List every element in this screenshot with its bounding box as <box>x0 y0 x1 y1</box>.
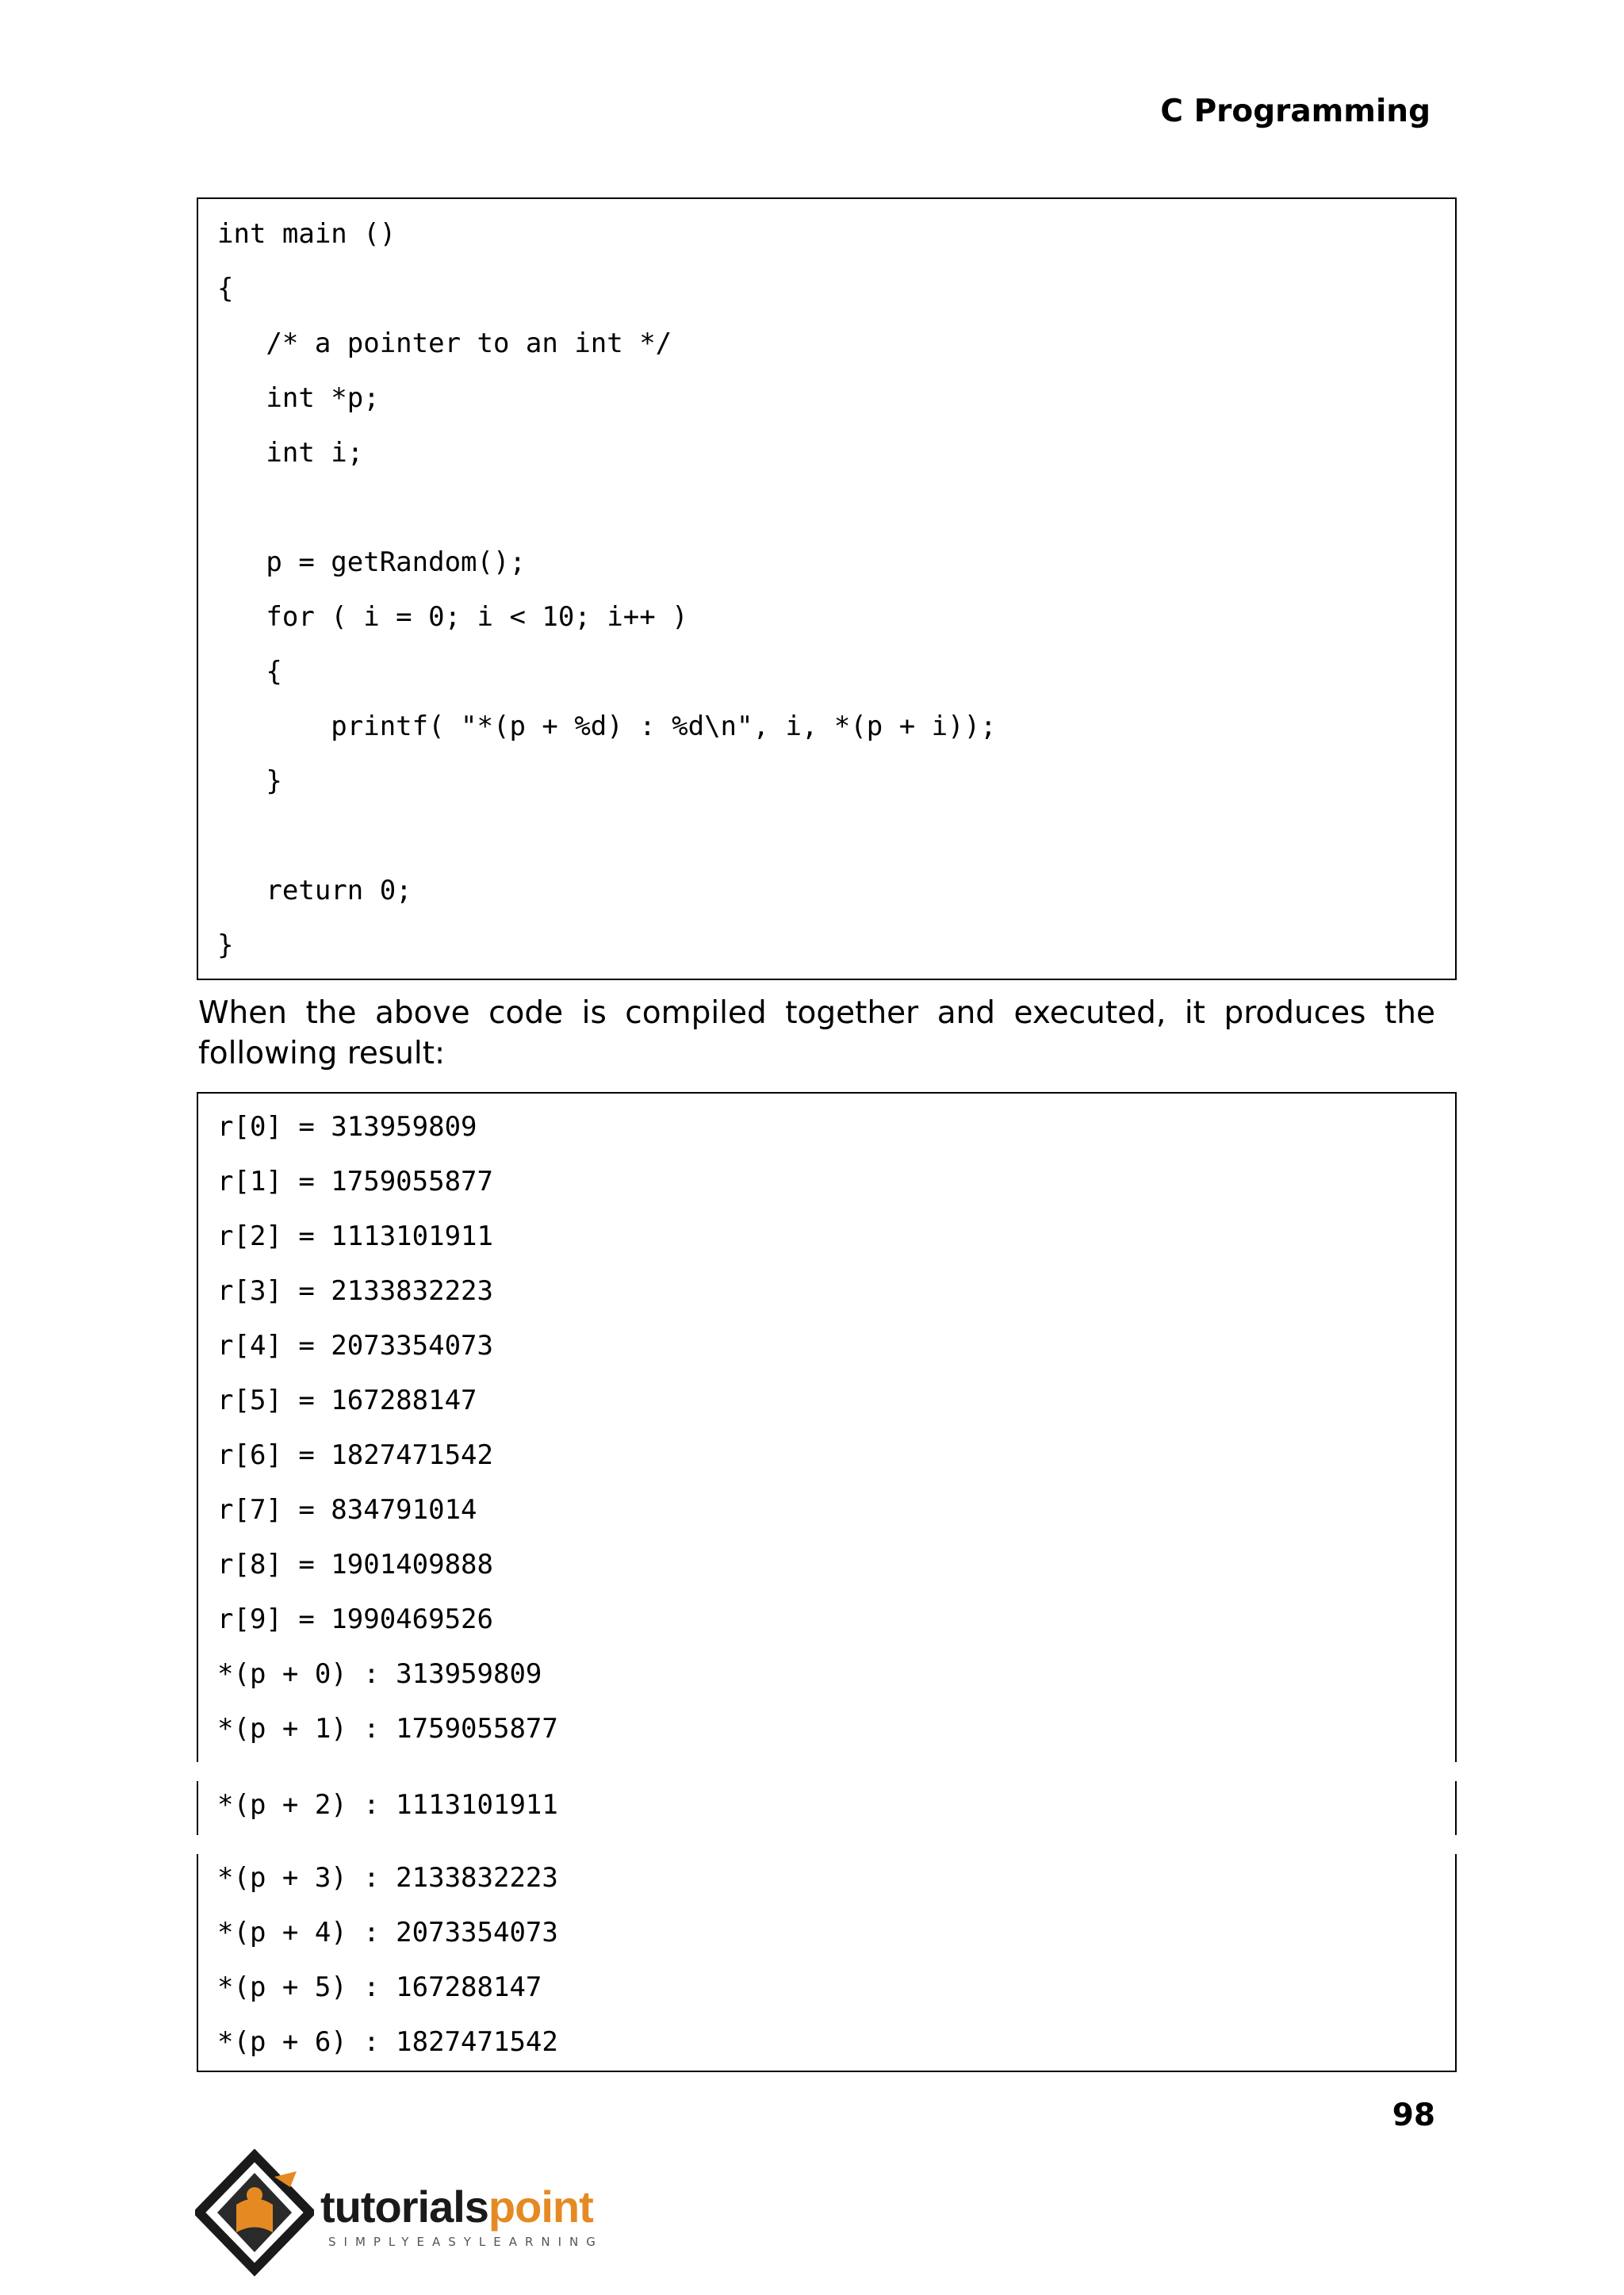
output-segment-2 <box>197 1781 1457 1835</box>
output-segment-1 <box>197 1092 1457 1762</box>
code-line: r[4] = 2073354073 <box>217 1330 493 1362</box>
code-line: return 0; <box>217 875 412 906</box>
code-line: { <box>217 656 282 688</box>
program-output-block <box>197 1092 1457 2072</box>
code-line: { <box>217 273 234 305</box>
output-segment-3 <box>197 1854 1457 2072</box>
code-line: *(p + 4) : 2073354073 <box>217 1917 558 1948</box>
code-line: r[5] = 167288147 <box>217 1385 477 1416</box>
code-line: *(p + 1) : 1759055877 <box>217 1713 558 1745</box>
code-line: r[8] = 1901409888 <box>217 1549 493 1580</box>
code-line: r[6] = 1827471542 <box>217 1439 493 1471</box>
code-line: *(p + 5) : 167288147 <box>217 1971 542 2003</box>
page-number: 98 <box>1392 2098 1435 2133</box>
code-line: p = getRandom(); <box>217 546 526 578</box>
code-line: int i; <box>217 437 364 469</box>
code-line: *(p + 6) : 1827471542 <box>217 2026 558 2058</box>
code-line: *(p + 3) : 2133832223 <box>217 1862 558 1894</box>
code-line: *(p + 2) : 1113101911 <box>217 1789 558 1821</box>
code-line: r[7] = 834791014 <box>217 1494 477 1526</box>
code-line: int main () <box>217 218 396 250</box>
code-line: } <box>217 929 234 961</box>
code-line: r[9] = 1990469526 <box>217 1603 493 1635</box>
code-line: printf( "*(p + %d) : %d\n", i, *(p + i)); <box>217 711 997 742</box>
tutorialspoint-logo <box>195 2149 639 2284</box>
source-code-block <box>197 197 1457 980</box>
code-line: r[0] = 313959809 <box>217 1111 477 1143</box>
code-line: r[3] = 2133832223 <box>217 1275 493 1307</box>
code-line: r[1] = 1759055877 <box>217 1166 493 1197</box>
code-line: } <box>217 765 282 797</box>
logo-wordmark: tutorialspoint <box>320 2182 593 2232</box>
page-header-title: C Programming <box>1160 94 1431 129</box>
logo-diamond-icon <box>195 2149 314 2284</box>
body-paragraph: When the above code is compiled together and executed, it produces the following result: <box>198 995 1435 1071</box>
logo-tagline: SIMPLYEASYLEARNING <box>328 2235 603 2249</box>
code-line: /* a pointer to an int */ <box>217 328 672 359</box>
code-line: r[2] = 1113101911 <box>217 1220 493 1252</box>
code-line: *(p + 0) : 313959809 <box>217 1658 542 1690</box>
code-line: int *p; <box>217 382 380 414</box>
code-line: for ( i = 0; i < 10; i++ ) <box>217 601 688 633</box>
